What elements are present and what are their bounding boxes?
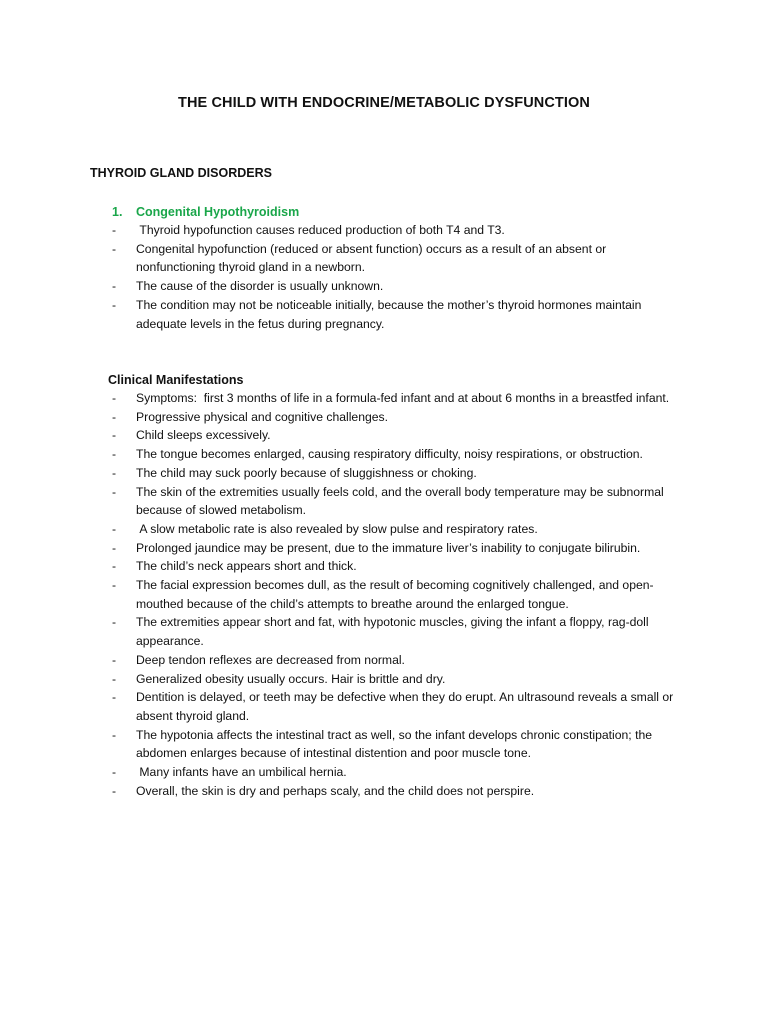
bullet-dash: - <box>112 578 117 593</box>
list-item <box>112 464 682 483</box>
list-item <box>112 670 682 689</box>
list-item-text: The child may suck poorly because of sluggishness or choking. <box>136 465 477 480</box>
intro-bullet-list <box>112 221 682 333</box>
bullet-dash: - <box>112 540 117 555</box>
list-item <box>112 520 682 539</box>
bullet-dash: - <box>112 615 117 630</box>
bullet-dash: - <box>112 690 117 705</box>
bullet-dash: - <box>112 223 117 237</box>
bullet-dash: - <box>112 297 117 312</box>
clinical-bullet-list <box>112 389 682 800</box>
list-item <box>112 240 682 277</box>
list-item-text: The condition may not be noticeable initially, because the mother’s thyroid hormones maintain adequate levels in the fetus during pregnancy. <box>136 297 645 331</box>
list-item <box>112 613 682 650</box>
list-item-text: Progressive physical and cognitive challenges. <box>136 409 389 424</box>
list-item <box>112 539 682 558</box>
list-item-text: A slow metabolic rate is also revealed by slow pulse and respiratory rates. <box>136 521 538 536</box>
bullet-dash: - <box>112 727 117 742</box>
list-item <box>112 557 682 576</box>
list-item <box>112 726 682 763</box>
list-item-text: Congenital hypofunction (reduced or absent function) occurs as a result of an absent or nonfunctioning thyroid gland in a newborn. <box>136 241 610 275</box>
document-title: THE CHILD WITH ENDOCRINE/METABOLIC DYSFUNCTION <box>178 95 590 111</box>
bullet-dash: - <box>112 409 117 424</box>
list-item-text: Dentition is delayed, or teeth may be defective when they do erupt. An ultrasound reveals a small or absent thyroid gland. <box>136 690 677 723</box>
bullet-dash: - <box>112 671 117 686</box>
bullet-dash: - <box>112 783 117 798</box>
bullet-dash: - <box>112 241 117 256</box>
section-heading: THYROID GLAND DISORDERS <box>90 166 272 180</box>
list-item-text: The cause of the disorder is usually unknown. <box>136 279 384 294</box>
clinical-manifestations-heading: Clinical Manifestations <box>108 373 244 387</box>
bullet-dash: - <box>112 447 117 462</box>
list-item <box>112 576 682 613</box>
list-item-text: Child sleeps excessively. <box>136 428 271 443</box>
list-item-text: Many infants have an umbilical hernia. <box>136 765 347 780</box>
bullet-dash: - <box>112 465 117 480</box>
list-item <box>112 426 682 445</box>
list-item <box>112 688 682 725</box>
list-item <box>112 221 682 240</box>
bullet-dash: - <box>112 765 117 780</box>
subsection-heading <box>112 205 299 219</box>
bullet-dash: - <box>112 391 117 405</box>
list-item-text: Symptoms: first 3 months of life in a formula-fed infant and at about 6 months in a breastfed infant. <box>136 391 670 405</box>
list-item-text: The extremities appear short and fat, with hypotonic muscles, giving the infant a floppy, rag-doll appearance. <box>136 615 652 649</box>
list-item-text: The child’s neck appears short and thick. <box>136 559 357 574</box>
list-item-text: The hypotonia affects the intestinal tract as well, so the infant develops chronic constipation; the abdomen enlarges because of intestinal distention and poor muscle tone. <box>136 727 656 761</box>
bullet-dash: - <box>112 559 117 574</box>
list-item <box>112 763 682 782</box>
list-item <box>112 389 682 408</box>
list-item-text: The tongue becomes enlarged, causing respiratory difficulty, noisy respirations, or obstruction. <box>136 447 643 462</box>
list-item <box>112 651 682 670</box>
list-item <box>112 782 682 801</box>
subsection-title: Congenital Hypothyroidism <box>136 205 300 219</box>
list-item-text: The skin of the extremities usually feels cold, and the overall body temperature may be subnormal because of slowed metabolism. <box>136 484 668 518</box>
subsection-number: 1. <box>112 205 123 219</box>
bullet-dash: - <box>112 279 117 294</box>
bullet-dash: - <box>112 521 117 536</box>
list-item-text: Prolonged jaundice may be present, due to the immature liver’s inability to conjugate bilirubin. <box>136 540 641 555</box>
list-item <box>112 483 682 520</box>
list-item <box>112 277 682 296</box>
list-item-text: Thyroid hypofunction causes reduced production of both T4 and T3. <box>136 223 505 237</box>
list-item-text: The facial expression becomes dull, as the result of becoming cognitively challenged, and open-mouthed because of the child’s attempts to breathe around the enlarged tongue. <box>136 578 654 611</box>
list-item <box>112 408 682 427</box>
bullet-dash: - <box>112 652 117 667</box>
bullet-dash: - <box>112 484 117 499</box>
list-item-text: Deep tendon reflexes are decreased from normal. <box>136 652 405 667</box>
bullet-dash: - <box>112 428 117 443</box>
list-item-text: Overall, the skin is dry and perhaps scaly, and the child does not perspire. <box>136 783 535 798</box>
list-item <box>112 296 682 333</box>
list-item-text: Generalized obesity usually occurs. Hair is brittle and dry. <box>136 671 446 686</box>
list-item <box>112 445 682 464</box>
